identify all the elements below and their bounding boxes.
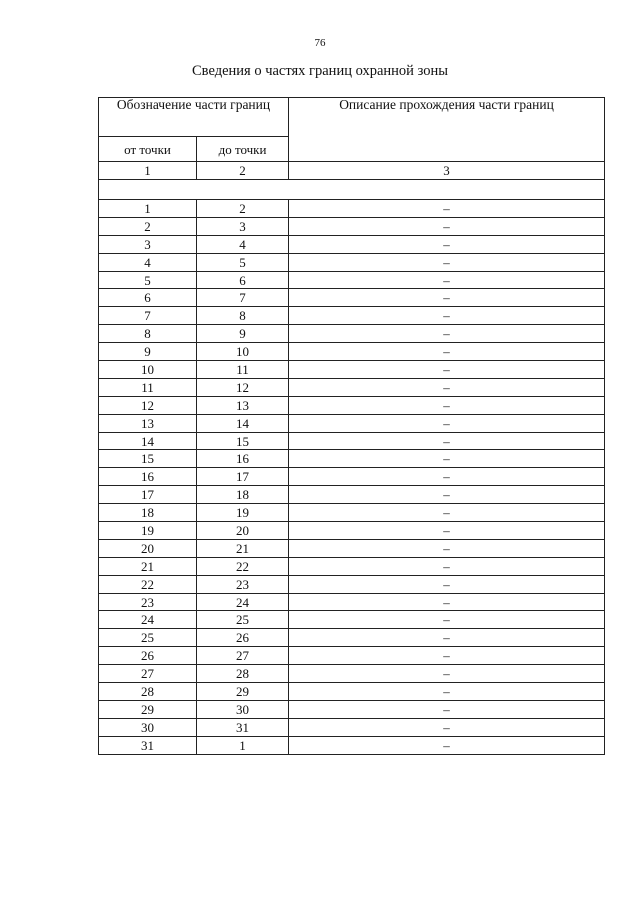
description-cell: –: [289, 539, 605, 557]
to-point-cell: 9: [197, 325, 289, 343]
to-point-cell: 13: [197, 396, 289, 414]
from-point-cell: 31: [99, 736, 197, 754]
header-to-point: до точки: [197, 137, 289, 162]
from-point-cell: 27: [99, 665, 197, 683]
to-point-cell: 29: [197, 683, 289, 701]
document-title: Сведения о частях границ охранной зоны: [192, 63, 448, 79]
from-point-cell: 3: [99, 235, 197, 253]
to-point-cell: 7: [197, 289, 289, 307]
to-point-cell: 3: [197, 217, 289, 235]
table-row: [99, 629, 605, 647]
to-point-cell: 18: [197, 486, 289, 504]
description-cell: –: [289, 217, 605, 235]
description-cell: –: [289, 343, 605, 361]
table-row: [99, 200, 605, 218]
from-point-cell: 13: [99, 414, 197, 432]
table-body: [99, 200, 605, 755]
from-point-cell: 9: [99, 343, 197, 361]
from-point-cell: 6: [99, 289, 197, 307]
table-row: [99, 378, 605, 396]
from-point-cell: 15: [99, 450, 197, 468]
table-row: [99, 271, 605, 289]
from-point-cell: 5: [99, 271, 197, 289]
to-point-cell: 6: [197, 271, 289, 289]
from-point-cell: 8: [99, 325, 197, 343]
table-row: [99, 683, 605, 701]
to-point-cell: 15: [197, 432, 289, 450]
description-cell: –: [289, 200, 605, 218]
to-point-cell: 16: [197, 450, 289, 468]
from-point-cell: 14: [99, 432, 197, 450]
from-point-cell: 16: [99, 468, 197, 486]
table-row: [99, 522, 605, 540]
description-cell: –: [289, 378, 605, 396]
header-boundary-designation: Обозначение части границ: [99, 98, 289, 137]
to-point-cell: 10: [197, 343, 289, 361]
description-cell: –: [289, 647, 605, 665]
to-point-cell: 27: [197, 647, 289, 665]
table-row: [99, 700, 605, 718]
table-row: [99, 450, 605, 468]
from-point-cell: 10: [99, 361, 197, 379]
from-point-cell: 22: [99, 575, 197, 593]
table-row: [99, 611, 605, 629]
description-cell: –: [289, 575, 605, 593]
to-point-cell: 1: [197, 736, 289, 754]
description-cell: –: [289, 629, 605, 647]
to-point-cell: 24: [197, 593, 289, 611]
description-cell: –: [289, 665, 605, 683]
table-row: [99, 575, 605, 593]
header-boundary-description: Описание прохождения части границ: [289, 98, 605, 162]
description-cell: –: [289, 718, 605, 736]
from-point-cell: 23: [99, 593, 197, 611]
to-point-cell: 11: [197, 361, 289, 379]
description-cell: –: [289, 504, 605, 522]
to-point-cell: 22: [197, 557, 289, 575]
from-point-cell: 30: [99, 718, 197, 736]
table-row: [99, 665, 605, 683]
column-number-2: 2: [197, 162, 289, 180]
from-point-cell: 29: [99, 700, 197, 718]
description-cell: –: [289, 683, 605, 701]
from-point-cell: 18: [99, 504, 197, 522]
description-cell: –: [289, 736, 605, 754]
to-point-cell: 14: [197, 414, 289, 432]
to-point-cell: 12: [197, 378, 289, 396]
from-point-cell: 4: [99, 253, 197, 271]
table-row: [99, 343, 605, 361]
to-point-cell: 21: [197, 539, 289, 557]
to-point-cell: 20: [197, 522, 289, 540]
to-point-cell: 2: [197, 200, 289, 218]
table-row: [99, 593, 605, 611]
table-row: [99, 486, 605, 504]
table-row: [99, 504, 605, 522]
table-row: [99, 235, 605, 253]
to-point-cell: 5: [197, 253, 289, 271]
description-cell: –: [289, 522, 605, 540]
description-cell: –: [289, 271, 605, 289]
to-point-cell: 4: [197, 235, 289, 253]
from-point-cell: 19: [99, 522, 197, 540]
table-row: [99, 468, 605, 486]
description-cell: –: [289, 557, 605, 575]
boundary-table: [98, 97, 605, 755]
description-cell: –: [289, 486, 605, 504]
description-cell: –: [289, 253, 605, 271]
from-point-cell: 26: [99, 647, 197, 665]
table-row: [99, 414, 605, 432]
description-cell: –: [289, 593, 605, 611]
table-row: [99, 432, 605, 450]
to-point-cell: 25: [197, 611, 289, 629]
description-cell: –: [289, 396, 605, 414]
from-point-cell: 25: [99, 629, 197, 647]
from-point-cell: 21: [99, 557, 197, 575]
from-point-cell: 12: [99, 396, 197, 414]
table-row: [99, 361, 605, 379]
description-cell: –: [289, 611, 605, 629]
table-row: [99, 307, 605, 325]
from-point-cell: 7: [99, 307, 197, 325]
to-point-cell: 28: [197, 665, 289, 683]
to-point-cell: 31: [197, 718, 289, 736]
description-cell: –: [289, 450, 605, 468]
column-number-3: 3: [289, 162, 605, 180]
table-row: [99, 718, 605, 736]
table-row: [99, 396, 605, 414]
description-cell: –: [289, 307, 605, 325]
table-row: [99, 539, 605, 557]
to-point-cell: 17: [197, 468, 289, 486]
from-point-cell: 2: [99, 217, 197, 235]
table-row: [99, 217, 605, 235]
description-cell: –: [289, 235, 605, 253]
description-cell: –: [289, 289, 605, 307]
description-cell: –: [289, 700, 605, 718]
from-point-cell: 20: [99, 539, 197, 557]
from-point-cell: 1: [99, 200, 197, 218]
from-point-cell: 11: [99, 378, 197, 396]
table-row: [99, 253, 605, 271]
table-row: [99, 736, 605, 754]
from-point-cell: 17: [99, 486, 197, 504]
description-cell: –: [289, 432, 605, 450]
description-cell: –: [289, 414, 605, 432]
description-cell: –: [289, 361, 605, 379]
to-point-cell: 23: [197, 575, 289, 593]
to-point-cell: 30: [197, 700, 289, 718]
table-row: [99, 289, 605, 307]
table-row: [99, 557, 605, 575]
page-number: 76: [314, 37, 326, 49]
from-point-cell: 24: [99, 611, 197, 629]
table-row: [99, 647, 605, 665]
to-point-cell: 26: [197, 629, 289, 647]
header-from-point: от точки: [99, 137, 197, 162]
table-row: [99, 325, 605, 343]
blank-section-row: [99, 180, 605, 200]
to-point-cell: 8: [197, 307, 289, 325]
to-point-cell: 19: [197, 504, 289, 522]
description-cell: –: [289, 468, 605, 486]
column-number-1: 1: [99, 162, 197, 180]
from-point-cell: 28: [99, 683, 197, 701]
description-cell: –: [289, 325, 605, 343]
